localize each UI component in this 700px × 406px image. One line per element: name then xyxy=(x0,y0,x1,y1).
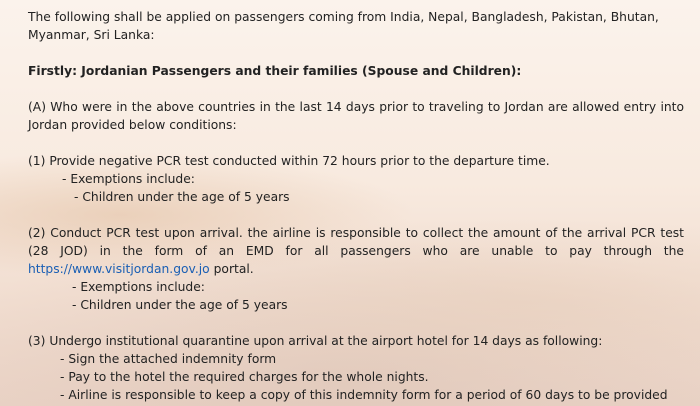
section-a-paragraph: (A) Who were in the above countries in the last 14 days prior to traveling to Jordan are allowed entry into Jordan provided below conditions: xyxy=(28,100,684,132)
item-2-exemption: - Children under the age of 5 years xyxy=(72,298,288,312)
item-1-text: (1) Provide negative PCR test conducted within 72 hours prior to the departure time. xyxy=(28,154,550,168)
item-2-text-before-link: (2) Conduct PCR test upon arrival. the airline is responsible to collect the amount of the arrival PCR test (28 JOD) in the form of an EMD for all passengers who are unable to pay through the xyxy=(28,226,684,258)
item-2-text xyxy=(28,224,684,278)
item-3-text: (3) Undergo institutional quarantine upon arrival at the airport hotel for 14 days as following: xyxy=(28,334,603,348)
item-2-exemptions-label: - Exemptions include: xyxy=(72,280,205,294)
item-1-exemptions-label: - Exemptions include: xyxy=(62,172,195,186)
item-2-text-after-link: portal. xyxy=(209,262,254,276)
content-area xyxy=(28,8,684,404)
item-3-bullet: - Sign the attached indemnity form xyxy=(60,352,277,366)
firstly-heading: Firstly: Jordanian Passengers and their families (Spouse and Children): xyxy=(28,64,522,78)
intro-paragraph: The following shall be applied on passengers coming from India, Nepal, Bangladesh, Pakistan, Bhutan, Myanmar, Sri Lanka: xyxy=(28,10,659,42)
item-3-bullet: - Pay to the hotel the required charges for the whole nights. xyxy=(60,370,429,384)
item-1-exemption: - Children under the age of 5 years xyxy=(74,190,290,204)
item-3-bullet: - Airline is responsible to keep a copy of this indemnity form for a period of 60 days to be provided xyxy=(60,388,668,402)
visitjordan-link[interactable]: https://www.visitjordan.gov.jo xyxy=(28,262,210,276)
